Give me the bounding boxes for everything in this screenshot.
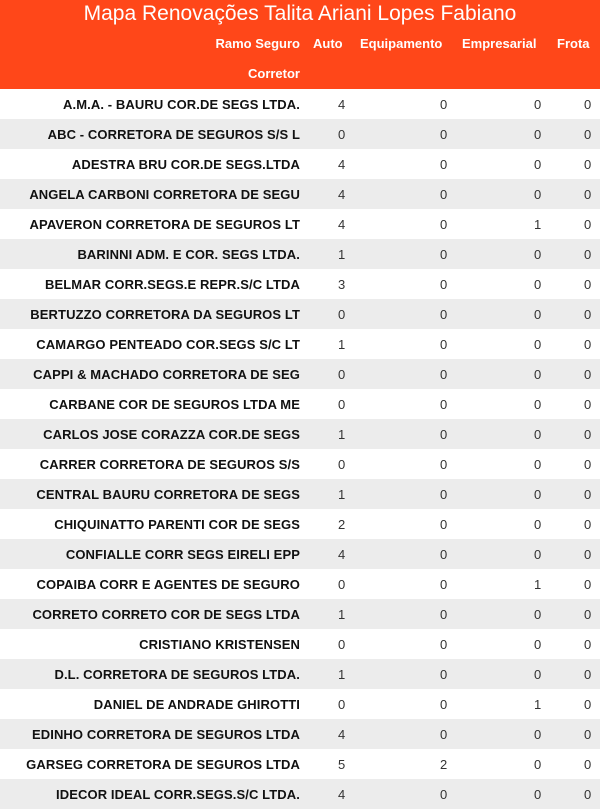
equipamento-count: 2 <box>440 757 448 772</box>
frota-count: 0 <box>584 247 592 262</box>
frota-count: 0 <box>584 157 592 172</box>
equipamento-count: 0 <box>440 307 448 322</box>
empresarial-count: 0 <box>534 667 542 682</box>
equipamento-count: 0 <box>440 607 448 622</box>
frota-count: 0 <box>584 97 592 112</box>
auto-count: 1 <box>338 427 346 442</box>
equipamento-count: 0 <box>440 727 448 742</box>
auto-count: 2 <box>338 517 346 532</box>
equipamento-count: 0 <box>440 577 448 592</box>
broker-name: BARINNI ADM. E COR. SEGS LTDA. <box>77 247 300 262</box>
empresarial-count: 0 <box>534 157 542 172</box>
auto-count: 0 <box>338 457 346 472</box>
empresarial-count: 0 <box>534 337 542 352</box>
broker-name: APAVERON CORRETORA DE SEGUROS LT <box>29 217 300 232</box>
frota-count: 0 <box>584 547 592 562</box>
broker-name: CAMARGO PENTEADO COR.SEGS S/C LT <box>36 337 300 352</box>
auto-count: 4 <box>338 727 346 742</box>
table-row[interactable] <box>0 779 600 809</box>
table-row[interactable] <box>0 749 600 779</box>
frota-count: 0 <box>584 337 592 352</box>
broker-name: DANIEL DE ANDRADE GHIROTTI <box>93 697 300 712</box>
frota-count: 0 <box>584 367 592 382</box>
auto-count: 0 <box>338 637 346 652</box>
broker-name: COPAIBA CORR E AGENTES DE SEGURO <box>36 577 300 592</box>
table-row[interactable] <box>0 149 600 179</box>
auto-count: 0 <box>338 127 346 142</box>
auto-count: 1 <box>338 487 346 502</box>
empresarial-count: 0 <box>534 487 542 502</box>
auto-count: 3 <box>338 277 346 292</box>
frota-count: 0 <box>584 397 592 412</box>
equipamento-count: 0 <box>440 277 448 292</box>
empresarial-count: 0 <box>534 547 542 562</box>
broker-name: D.L. CORRETORA DE SEGUROS LTDA. <box>54 667 300 682</box>
table-row[interactable] <box>0 299 600 329</box>
table-row[interactable] <box>0 449 600 479</box>
column-header-auto[interactable]: Auto <box>313 36 343 51</box>
broker-name: CENTRAL BAURU CORRETORA DE SEGS <box>36 487 300 502</box>
frota-count: 0 <box>584 727 592 742</box>
frota-count: 0 <box>584 277 592 292</box>
equipamento-count: 0 <box>440 187 448 202</box>
equipamento-count: 0 <box>440 127 448 142</box>
empresarial-count: 0 <box>534 277 542 292</box>
broker-name: BELMAR CORR.SEGS.E REPR.S/C LTDA <box>44 277 300 292</box>
table-row[interactable] <box>0 119 600 149</box>
empresarial-count: 0 <box>534 727 542 742</box>
broker-name: CRISTIANO KRISTENSEN <box>139 637 300 652</box>
frota-count: 0 <box>584 487 592 502</box>
table-row[interactable] <box>0 689 600 719</box>
frota-count: 0 <box>584 187 592 202</box>
auto-count: 0 <box>338 397 346 412</box>
empresarial-count: 0 <box>534 787 542 802</box>
broker-name: A.M.A. - BAURU COR.DE SEGS LTDA. <box>63 97 300 112</box>
empresarial-count: 1 <box>534 577 542 592</box>
empresarial-count: 0 <box>534 187 542 202</box>
frota-count: 0 <box>584 697 592 712</box>
frota-count: 0 <box>584 667 592 682</box>
empresarial-count: 1 <box>534 697 542 712</box>
equipamento-count: 0 <box>440 97 448 112</box>
table-row[interactable] <box>0 389 600 419</box>
empresarial-count: 0 <box>534 757 542 772</box>
empresarial-count: 0 <box>534 307 542 322</box>
empresarial-count: 0 <box>534 457 542 472</box>
table-row[interactable] <box>0 239 600 269</box>
equipamento-count: 0 <box>440 787 448 802</box>
equipamento-count: 0 <box>440 397 448 412</box>
empresarial-count: 0 <box>534 427 542 442</box>
table-row[interactable] <box>0 419 600 449</box>
auto-count: 1 <box>338 337 346 352</box>
broker-name: GARSEG CORRETORA DE SEGUROS LTDA <box>26 757 300 772</box>
empresarial-count: 0 <box>534 367 542 382</box>
table-row[interactable] <box>0 539 600 569</box>
broker-name: ANGELA CARBONI CORRETORA DE SEGU <box>29 187 300 202</box>
empresarial-count: 0 <box>534 637 542 652</box>
table-row[interactable] <box>0 209 600 239</box>
auto-count: 4 <box>338 547 346 562</box>
equipamento-count: 0 <box>440 157 448 172</box>
table-row[interactable] <box>0 509 600 539</box>
frota-count: 0 <box>584 637 592 652</box>
auto-count: 1 <box>338 247 346 262</box>
broker-name: CORRETO CORRETO COR DE SEGS LTDA <box>32 607 300 622</box>
frota-count: 0 <box>584 427 592 442</box>
column-header-ramo-seguro[interactable]: Ramo Seguro <box>215 36 300 51</box>
auto-count: 0 <box>338 577 346 592</box>
equipamento-count: 0 <box>440 367 448 382</box>
equipamento-count: 0 <box>440 217 448 232</box>
empresarial-count: 0 <box>534 247 542 262</box>
broker-name: CAPPI & MACHADO CORRETORA DE SEG <box>33 367 300 382</box>
auto-count: 4 <box>338 787 346 802</box>
broker-name: ABC - CORRETORA DE SEGUROS S/S L <box>47 127 300 142</box>
auto-count: 4 <box>338 187 346 202</box>
auto-count: 0 <box>338 367 346 382</box>
broker-name: CARLOS JOSE CORAZZA COR.DE SEGS <box>43 427 300 442</box>
table-row[interactable] <box>0 89 600 119</box>
column-header-equipamento[interactable]: Equipamento <box>360 36 443 51</box>
equipamento-count: 0 <box>440 547 448 562</box>
column-header-empresarial[interactable]: Empresarial <box>462 36 537 51</box>
broker-name: CARRER CORRETORA DE SEGUROS S/S <box>39 457 300 472</box>
table-row[interactable] <box>0 269 600 299</box>
broker-name: CARBANE COR DE SEGUROS LTDA ME <box>49 397 300 412</box>
empresarial-count: 0 <box>534 97 542 112</box>
frota-count: 0 <box>584 577 592 592</box>
broker-name: IDECOR IDEAL CORR.SEGS.S/C LTDA. <box>56 787 300 802</box>
equipamento-count: 0 <box>440 337 448 352</box>
broker-name: EDINHO CORRETORA DE SEGUROS LTDA <box>31 727 300 742</box>
auto-count: 0 <box>338 307 346 322</box>
equipamento-count: 0 <box>440 247 448 262</box>
equipamento-count: 0 <box>440 487 448 502</box>
frota-count: 0 <box>584 787 592 802</box>
equipamento-count: 0 <box>440 427 448 442</box>
table-row[interactable] <box>0 629 600 659</box>
equipamento-count: 0 <box>440 697 448 712</box>
auto-count: 4 <box>338 97 346 112</box>
column-header-frota[interactable]: Frota <box>557 36 590 51</box>
broker-name: BERTUZZO CORRETORA DA SEGUROS LT <box>30 307 300 322</box>
broker-name: ADESTRA BRU COR.DE SEGS.LTDA <box>71 157 300 172</box>
empresarial-count: 0 <box>534 607 542 622</box>
equipamento-count: 0 <box>440 637 448 652</box>
auto-count: 5 <box>338 757 346 772</box>
empresarial-count: 1 <box>534 217 542 232</box>
equipamento-count: 0 <box>440 667 448 682</box>
table-row[interactable] <box>0 179 600 209</box>
column-header-corretor[interactable]: Corretor <box>247 66 300 81</box>
frota-count: 0 <box>584 457 592 472</box>
equipamento-count: 0 <box>440 517 448 532</box>
frota-count: 0 <box>584 757 592 772</box>
frota-count: 0 <box>584 607 592 622</box>
table-row[interactable] <box>0 599 600 629</box>
auto-count: 1 <box>338 607 346 622</box>
table-row[interactable] <box>0 719 600 749</box>
table-row[interactable] <box>0 479 600 509</box>
table-row[interactable] <box>0 329 600 359</box>
empresarial-count: 0 <box>534 127 542 142</box>
auto-count: 0 <box>338 697 346 712</box>
page-title: Mapa Renovações Talita Ariani Lopes Fabiano <box>0 0 600 27</box>
frota-count: 0 <box>584 127 592 142</box>
auto-count: 4 <box>338 157 346 172</box>
broker-name: CHIQUINATTO PARENTI COR DE SEGS <box>54 517 300 532</box>
broker-name: CONFIALLE CORR SEGS EIRELI EPP <box>65 547 300 562</box>
empresarial-count: 0 <box>534 397 542 412</box>
frota-count: 0 <box>584 217 592 232</box>
table-row[interactable] <box>0 359 600 389</box>
table-header <box>0 27 600 90</box>
frota-count: 0 <box>584 307 592 322</box>
equipamento-count: 0 <box>440 457 448 472</box>
table-row[interactable] <box>0 569 600 599</box>
table-row[interactable] <box>0 659 600 689</box>
auto-count: 1 <box>338 667 346 682</box>
table-body <box>0 89 600 809</box>
empresarial-count: 0 <box>534 517 542 532</box>
frota-count: 0 <box>584 517 592 532</box>
auto-count: 4 <box>338 217 346 232</box>
